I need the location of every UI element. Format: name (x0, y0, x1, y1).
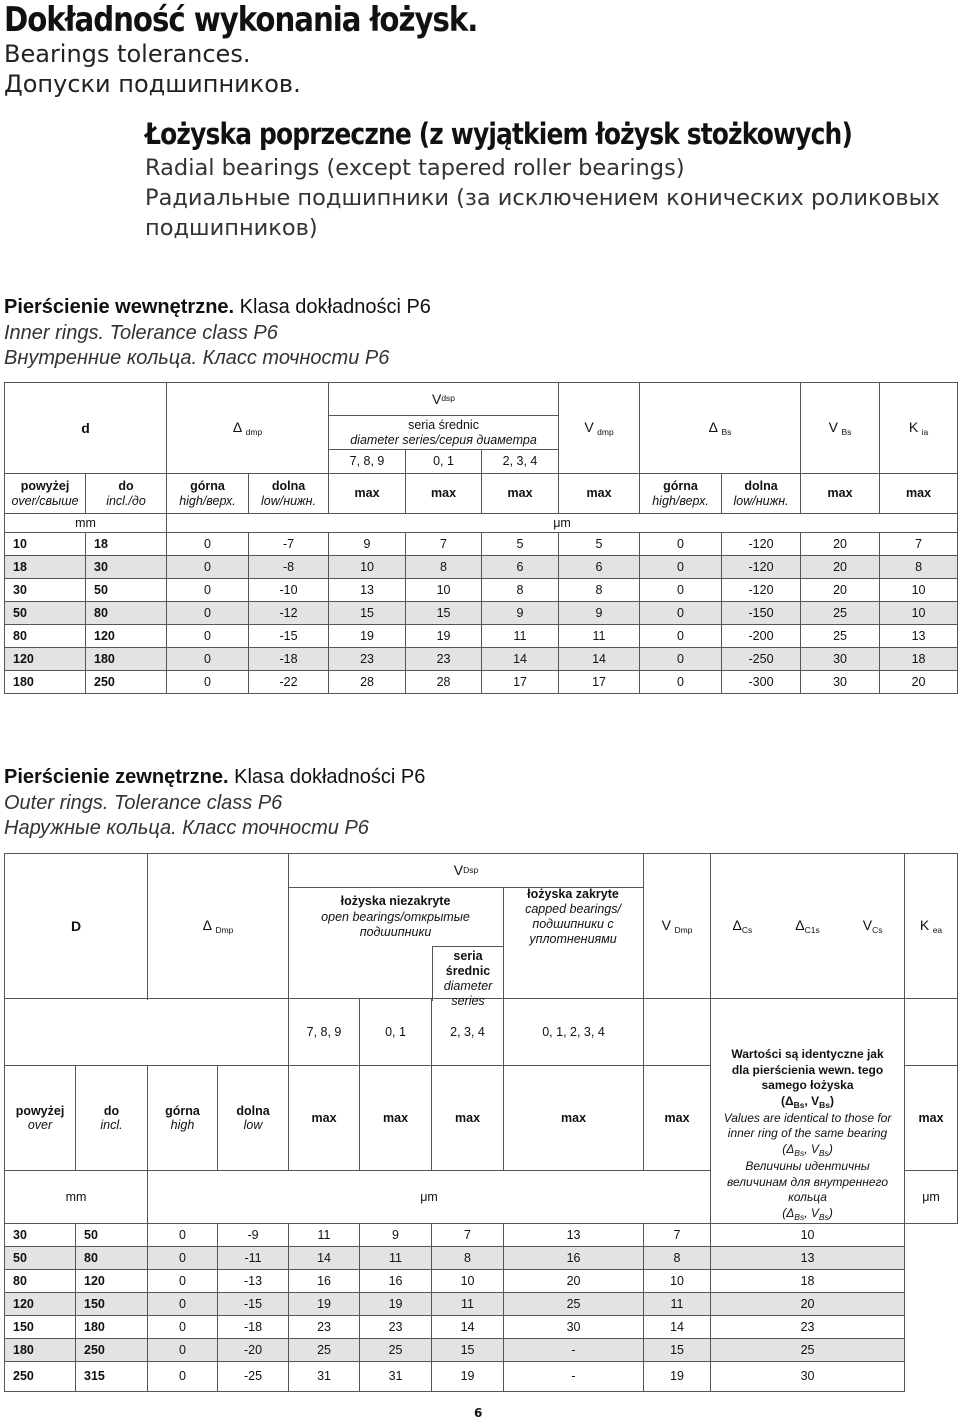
table-cell: 15 (406, 602, 482, 625)
table-cell: 0 (640, 671, 722, 694)
table-cell: 8 (432, 1246, 504, 1269)
table-cell: 13 (880, 625, 958, 648)
table-cell: 120 (86, 625, 167, 648)
table-cell: 19 (289, 1292, 360, 1315)
series-01: 0, 1 (406, 450, 482, 474)
table-cell: 150 (76, 1292, 148, 1315)
table-cell: 18 (5, 556, 86, 579)
header-row-3: powyżej over do incl. górna high dolna low max max max max max max (5, 1065, 958, 1171)
table-cell: 31 (360, 1361, 432, 1391)
table-cell: 6 (559, 556, 640, 579)
table-cell: -150 (722, 602, 801, 625)
inner-rings-heading-ru: Внутренние кольца. Класс точности P6 (4, 347, 390, 369)
table-cell: 16 (360, 1269, 432, 1292)
table-cell: 20 (504, 1269, 644, 1292)
table-cell: 11 (360, 1246, 432, 1269)
table-row (5, 1361, 958, 1391)
table-row (5, 1315, 958, 1338)
table-cell: 5 (482, 533, 559, 556)
table-cell: 50 (76, 1223, 148, 1246)
table-cell: 23 (360, 1315, 432, 1338)
inner-rings-table (4, 382, 958, 694)
table-cell: 28 (329, 671, 406, 694)
section-title-en: Radial bearings (except tapered roller bearings) (145, 155, 685, 181)
table-cell: 11 (644, 1292, 711, 1315)
series-789: 7, 8, 9 (329, 450, 406, 474)
table-cell: 0 (640, 533, 722, 556)
table-row (5, 533, 958, 556)
section-title-ru-cont: подшипников) (145, 215, 318, 241)
table-cell: -12 (249, 602, 329, 625)
table-cell: 30 (801, 648, 880, 671)
table-cell: - (504, 1338, 644, 1361)
table-cell: 150 (5, 1315, 76, 1338)
table-cell: -13 (218, 1269, 289, 1292)
series-row: 7, 8, 9 0, 1 2, 3, 4 0, 1, 2, 3, 4 Wartości są identyczne jak dla pierścienia wewn. tego samego łożyska ($\Delta_{Bs}$, $V_{Bs}$) Values are identical to those for inner ring of the same bearing ($\Delta_{Bs}$, $V_{Bs}$) Величины идентичны величинам для внутреннего кольца ($\Delta_{Bs}$, $V_{Bs}$) (5, 999, 958, 1066)
table-cell: 7 (880, 533, 958, 556)
table-cell: 9 (482, 602, 559, 625)
table-cell: 0 (167, 648, 249, 671)
inner-rings-heading-en: Inner rings. Tolerance class P6 (4, 322, 278, 344)
table-cell: -25 (218, 1361, 289, 1391)
table-cell: 250 (86, 671, 167, 694)
table-cell: 14 (289, 1246, 360, 1269)
table-cell: -120 (722, 533, 801, 556)
table-cell: 14 (644, 1315, 711, 1338)
table-row (5, 1292, 958, 1315)
table-cell: 0 (148, 1269, 218, 1292)
table-cell: -7 (249, 533, 329, 556)
units-row (5, 514, 958, 533)
table-cell: 23 (406, 648, 482, 671)
table-cell: 0 (148, 1361, 218, 1391)
table-cell: 10 (5, 533, 86, 556)
table-row (5, 1223, 958, 1246)
table-cell: -15 (249, 625, 329, 648)
table-cell: 0 (640, 556, 722, 579)
table-cell: 11 (559, 625, 640, 648)
col-delta-bs: Δ $_{Bs}$ (640, 383, 801, 474)
table-cell: 11 (482, 625, 559, 648)
page-title-ru: Допуски подшипников. (4, 70, 301, 98)
table-cell: 0 (167, 602, 249, 625)
col-v-bs: V $_{Bs}$ (801, 383, 880, 474)
identical-values-note: Wartości są identyczne jak dla pierścienia wewn. tego samego łożyska ($\Delta_{Bs}$, $V_{Bs}$) Values are identical to those for inner ring of the same bearing ($\Delta_{Bs}$, $V_{Bs}$) Величины идентичны величинам для внутреннего кольца ($\Delta_{Bs}$, $V_{Bs}$) (711, 999, 905, 1224)
table-cell: 25 (360, 1338, 432, 1361)
table-cell: -22 (249, 671, 329, 694)
table-cell: 23 (329, 648, 406, 671)
table-cell: 25 (801, 625, 880, 648)
units-row: mm μm μm (5, 1171, 958, 1224)
table-cell: 13 (504, 1223, 644, 1246)
table-cell: 20 (711, 1292, 905, 1315)
table-cell: 11 (432, 1292, 504, 1315)
table-cell: -9 (218, 1223, 289, 1246)
table-cell: -10 (249, 579, 329, 602)
table-cell: 30 (504, 1315, 644, 1338)
table-cell: 31 (289, 1361, 360, 1391)
table-cell: 15 (432, 1338, 504, 1361)
table-cell: 120 (5, 1292, 76, 1315)
table-cell: 250 (5, 1361, 76, 1391)
table-cell: 13 (711, 1246, 905, 1269)
unit-mm: mm (5, 514, 167, 533)
table-cell: 20 (801, 579, 880, 602)
table-cell: 0 (640, 625, 722, 648)
table-cell: 0 (167, 671, 249, 694)
table-cell: -15 (218, 1292, 289, 1315)
table-cell: 9 (329, 533, 406, 556)
table-cell: 0 (167, 556, 249, 579)
table-cell: 25 (289, 1338, 360, 1361)
table-cell: 19 (406, 625, 482, 648)
table-row (5, 1246, 958, 1269)
table-cell: 30 (711, 1361, 905, 1391)
col-v-dsp: V dsp seria średnic diameter series/серия диаметра (329, 383, 559, 450)
table-cell: 50 (5, 602, 86, 625)
table-cell: 7 (406, 533, 482, 556)
table-cell: 180 (5, 1338, 76, 1361)
table-cell: -8 (249, 556, 329, 579)
col-v-dsp: V Dsp łożyska niezakryte open bearings/открытые подшипники łożyska zakryte capped bearings/ подшипники с уплотнениями seria średnic diameter series (289, 854, 644, 999)
table-cell: - (504, 1361, 644, 1391)
table-cell: 17 (559, 671, 640, 694)
table-cell: 250 (76, 1338, 148, 1361)
table-cell: 23 (711, 1315, 905, 1338)
table-cell: 30 (801, 671, 880, 694)
table-cell: -11 (218, 1246, 289, 1269)
table-cell: 10 (644, 1269, 711, 1292)
col-k-ia: K $_{ia}$ (880, 383, 958, 474)
table-cell: 80 (86, 602, 167, 625)
table-cell: -18 (249, 648, 329, 671)
table-cell: 18 (880, 648, 958, 671)
table-cell: 50 (5, 1246, 76, 1269)
table-cell: 30 (86, 556, 167, 579)
table-cell: 9 (360, 1223, 432, 1246)
table-row (5, 625, 958, 648)
table-cell: 20 (801, 556, 880, 579)
table-cell: 20 (880, 671, 958, 694)
table-cell: 16 (289, 1269, 360, 1292)
table-cell: 180 (86, 648, 167, 671)
table-row (5, 579, 958, 602)
table-cell: 19 (329, 625, 406, 648)
table-cell: 13 (329, 579, 406, 602)
table-cell: -20 (218, 1338, 289, 1361)
table-cell: 30 (5, 579, 86, 602)
table-cell: 0 (148, 1223, 218, 1246)
table-cell: 50 (86, 579, 167, 602)
table-cell: 7 (432, 1223, 504, 1246)
table-cell: 25 (504, 1292, 644, 1315)
table-cell: 10 (329, 556, 406, 579)
table-cell: 8 (880, 556, 958, 579)
table-cell: 0 (167, 579, 249, 602)
table-cell: 20 (801, 533, 880, 556)
table-cell: 9 (559, 602, 640, 625)
table-cell: 11 (289, 1223, 360, 1246)
table-cell: 5 (559, 533, 640, 556)
outer-rings-heading: Pierścienie zewnętrzne. Klasa dokładności P6 (4, 766, 426, 788)
table-cell: 30 (5, 1223, 76, 1246)
table-cell: 10 (432, 1269, 504, 1292)
table-row (5, 671, 958, 694)
table-row (5, 1269, 958, 1292)
table-cell: 15 (644, 1338, 711, 1361)
table-cell: -120 (722, 579, 801, 602)
table-cell: 0 (148, 1315, 218, 1338)
table-cell: 10 (711, 1223, 905, 1246)
table-row (5, 1338, 958, 1361)
table-cell: 10 (406, 579, 482, 602)
table-cell: -250 (722, 648, 801, 671)
table-cell: -200 (722, 625, 801, 648)
table-cell: 0 (167, 625, 249, 648)
section-title-ru: Радиальные подшипники (за исключением конических роликовых (145, 185, 940, 211)
table-cell: 25 (801, 602, 880, 625)
series-234: 2, 3, 4 (482, 450, 559, 474)
table-cell: 0 (148, 1292, 218, 1315)
table-cell: 0 (640, 579, 722, 602)
table-cell: 23 (289, 1315, 360, 1338)
table-row (5, 648, 958, 671)
col-d: d (5, 383, 167, 474)
table-cell: 10 (880, 579, 958, 602)
section-title: Łożyska poprzeczne (z wyjątkiem łożysk stożkowych) (145, 117, 852, 151)
outer-rings-table (4, 853, 958, 1392)
outer-rings-heading-en: Outer rings. Tolerance class P6 (4, 792, 283, 814)
table-row (5, 556, 958, 579)
table-cell: 19 (360, 1292, 432, 1315)
table-cell: 80 (76, 1246, 148, 1269)
table-cell: 0 (640, 602, 722, 625)
table-cell: 8 (644, 1246, 711, 1269)
table-cell: 7 (644, 1223, 711, 1246)
table-cell: 18 (711, 1269, 905, 1292)
table-cell: 10 (880, 602, 958, 625)
unit-um: μm (167, 514, 958, 533)
table-cell: 14 (559, 648, 640, 671)
col-v-dmp: V $_{dmp}$ (559, 383, 640, 474)
table-cell: 180 (76, 1315, 148, 1338)
table-cell: 120 (76, 1269, 148, 1292)
table-cell: 80 (5, 625, 86, 648)
table-cell: 14 (432, 1315, 504, 1338)
page-number: 6 (474, 1406, 483, 1420)
table-cell: 17 (482, 671, 559, 694)
header-row-3: powyżej over/свыше do incl./до górna high/верх. dolna low/нижн. max max max max górna high/верх. dolna low/нижн. max max (5, 474, 958, 514)
table-cell: 28 (406, 671, 482, 694)
table-cell: 180 (5, 671, 86, 694)
table-cell: 315 (76, 1361, 148, 1391)
header-row-1: D Δ $_{Dmp}$ V Dsp łożyska niezakryte open bearings/открытые подшипники łożyska zakryte capped bearings/ подшипники с уплотнениями seria średnic diameter series V $_{Dmp}$ $\Delta_{Cs}$ $\Delta_{C1s}$ $V_{Cs}$ K $_{ea}$ (5, 854, 958, 999)
table-cell: 18 (86, 533, 167, 556)
inner-rings-heading: Pierścienie wewnętrzne. Klasa dokładności P6 (4, 296, 431, 318)
table-cell: -120 (722, 556, 801, 579)
table-cell: 0 (148, 1338, 218, 1361)
table-row (5, 602, 958, 625)
page-title-en: Bearings tolerances. (4, 40, 251, 68)
col-delta-dmp: Δ $_{dmp}$ (167, 383, 329, 474)
table-cell: 25 (711, 1338, 905, 1361)
table-cell: 120 (5, 648, 86, 671)
table-cell: 8 (559, 579, 640, 602)
table-cell: 15 (329, 602, 406, 625)
table-cell: 0 (167, 533, 249, 556)
table-cell: 6 (482, 556, 559, 579)
table-cell: -300 (722, 671, 801, 694)
table-cell: 0 (148, 1246, 218, 1269)
table-cell: 80 (5, 1269, 76, 1292)
table-cell: 14 (482, 648, 559, 671)
table-cell: 8 (482, 579, 559, 602)
table-cell: 0 (640, 648, 722, 671)
table-cell: -18 (218, 1315, 289, 1338)
table-cell: 8 (406, 556, 482, 579)
outer-rings-heading-ru: Наружные кольца. Класс точности P6 (4, 817, 369, 839)
table-cell: 19 (432, 1361, 504, 1391)
header-row-1 (5, 383, 958, 450)
table-cell: 19 (644, 1361, 711, 1391)
page-title: Dokładność wykonania łożysk. (4, 0, 478, 40)
table-cell: 16 (504, 1246, 644, 1269)
